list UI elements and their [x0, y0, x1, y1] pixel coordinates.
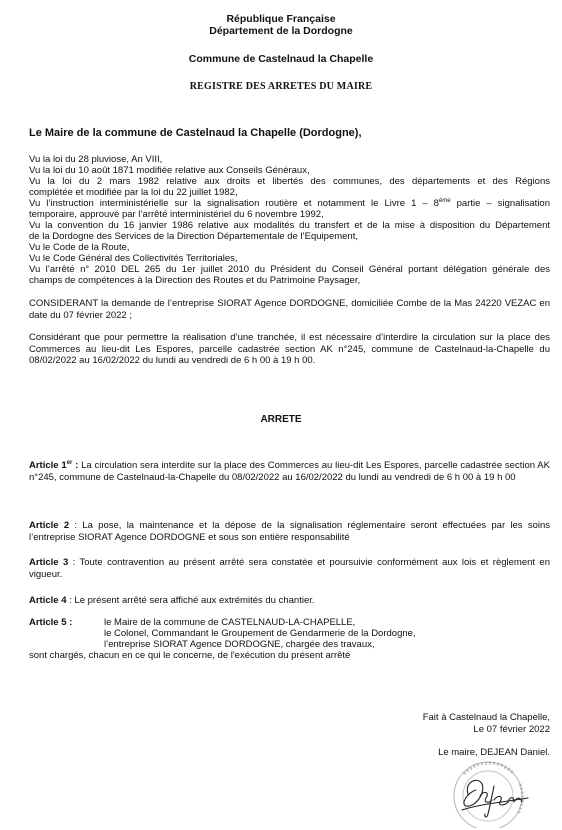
article-4-text: : Le présent arrêté sera affiché aux extrémités du chantier.	[66, 595, 315, 606]
article-1-label: Article 1	[29, 460, 67, 471]
article-5-colon: :	[66, 617, 73, 628]
mayor-line: Le Maire de la commune de Castelnaud la Chapelle (Dordogne),	[29, 127, 362, 139]
header-registry: REGISTRE DES ARRETES DU MAIRE	[189, 81, 373, 92]
article-1-colon: :	[72, 460, 79, 471]
article-5-line: l’entreprise SIORAT Agence DORDOGNE, chargée des travaux,	[104, 639, 375, 650]
vu-line: Vu la loi du 2 mars 1982 relative aux droits et libertés des communes, des départements et des Régions	[29, 176, 550, 187]
vu-line: Vu le Code Général des Collectivités Territoriales,	[29, 253, 238, 264]
considerant-request: CONSIDERANT la demande de l’entreprise SIORAT Agence DORDOGNE, domiciliée Combe de la Mas 24220 VEZAC en date du 07 février 2022 ;	[29, 298, 550, 321]
article-2-text: : La pose, la maintenance et la dépose de la signalisation réglementaire seront effectuées par les soins l’entreprise SIORAT Agence DORDOGNE et sous son entière responsabilité	[29, 520, 550, 543]
article-1-text: La circulation sera interdite sur la place des Commerces au lieu-dit Les Espores, parcelle cadastrée section AK n°245, commune de Castelnaud-la-Chapelle du 08/02/2022 au 16/02/2022 du lundi au vendredi de 6 h 00 à 19 h 00	[29, 460, 550, 483]
article-2	[29, 520, 550, 543]
header-commune: Commune de Castelnaud la Chapelle	[188, 53, 374, 65]
article-3-text: : Toute contravention au présent arrêté sera constatée et poursuivie conformément aux lois et règlement en vigueur.	[29, 557, 550, 580]
article-5-closing: sont chargés, chacun en ce qui le concerne, de l'exécution du présent arrêté	[29, 650, 351, 661]
article-1-sup: er	[66, 459, 73, 466]
signature-place: Fait à Castelnaud la Chapelle,	[422, 712, 550, 723]
article-5-line: le Colonel, Commandant le Groupement de Gendarmerie de la Dordogne,	[104, 628, 416, 639]
vu-line: complétée et modifiée par la loi du 22 juillet 1982,	[29, 187, 238, 198]
article-1	[29, 460, 550, 483]
vu-line: Vu la loi du 10 août 1871 modifiée relative aux Conseils Généraux,	[29, 165, 310, 176]
vu-line: Vu l’arrêté n° 2010 DEL 265 du 1er juillet 2010 du Président du Conseil Général portant délégation générale des	[29, 264, 550, 275]
article-5-label: Article 5	[29, 617, 67, 628]
stamp-icon	[454, 762, 523, 828]
vu-instruction-sup: ème	[438, 197, 451, 204]
vu-line: Vu la convention du 16 janvier 1986 relative aux modalités du transfert et de la mise à disposition du Département	[29, 220, 550, 231]
vu-instruction-text-end: partie – signalisation	[450, 198, 550, 209]
arrete-title: ARRETE	[260, 414, 302, 425]
mayor-stamp-and-signature	[424, 752, 552, 828]
vu-instruction-text: Vu l’instruction interministérielle sur la signalisation routière et notamment le Livre 1 – 8	[29, 198, 439, 209]
article-3	[29, 557, 550, 580]
signature-date: Le 07 février 2022	[473, 724, 550, 735]
signature-mayor: Le maire, DEJEAN Daniel.	[438, 747, 550, 758]
article-2-label: Article 2	[29, 520, 70, 531]
header-department: Département de la Dordogne	[209, 25, 353, 37]
header-republic: République Française	[226, 13, 336, 25]
article-5-line: le Maire de la commune de CASTELNAUD-LA-CHAPELLE,	[104, 617, 356, 628]
article-4	[29, 595, 550, 607]
vu-line: Vu la loi du 28 pluviose, An VIII,	[29, 154, 163, 165]
vu-line: champs de compétences à la Direction des Routes et du Patrimoine Paysager,	[29, 275, 361, 286]
vu-line: temporaire, approuvé par l’arrêté interministériel du 6 novembre 1992,	[29, 209, 324, 220]
article-3-label: Article 3	[29, 557, 69, 568]
vu-line: Vu le Code de la Route,	[29, 242, 130, 253]
considerant-reason: Considérant que pour permettre la réalisation d’une tranchée, il est nécessaire d’interdire la circulation sur la place des Commerces au lieu-dit Les Espores, parcelle cadastrée section AK n°245, commune de Castelnaud-la-Chapelle du 08/02/2022 au 16/02/2022 du lundi au vendredi de 6 h 00 à 19 h 00.	[29, 332, 550, 366]
article-5-heading	[29, 617, 72, 628]
article-4-label: Article 4	[29, 595, 67, 606]
vu-line: de la Dordogne des Services de la Direction Départementale de l’Equipement,	[29, 231, 358, 242]
vu-line-instruction	[29, 198, 550, 209]
